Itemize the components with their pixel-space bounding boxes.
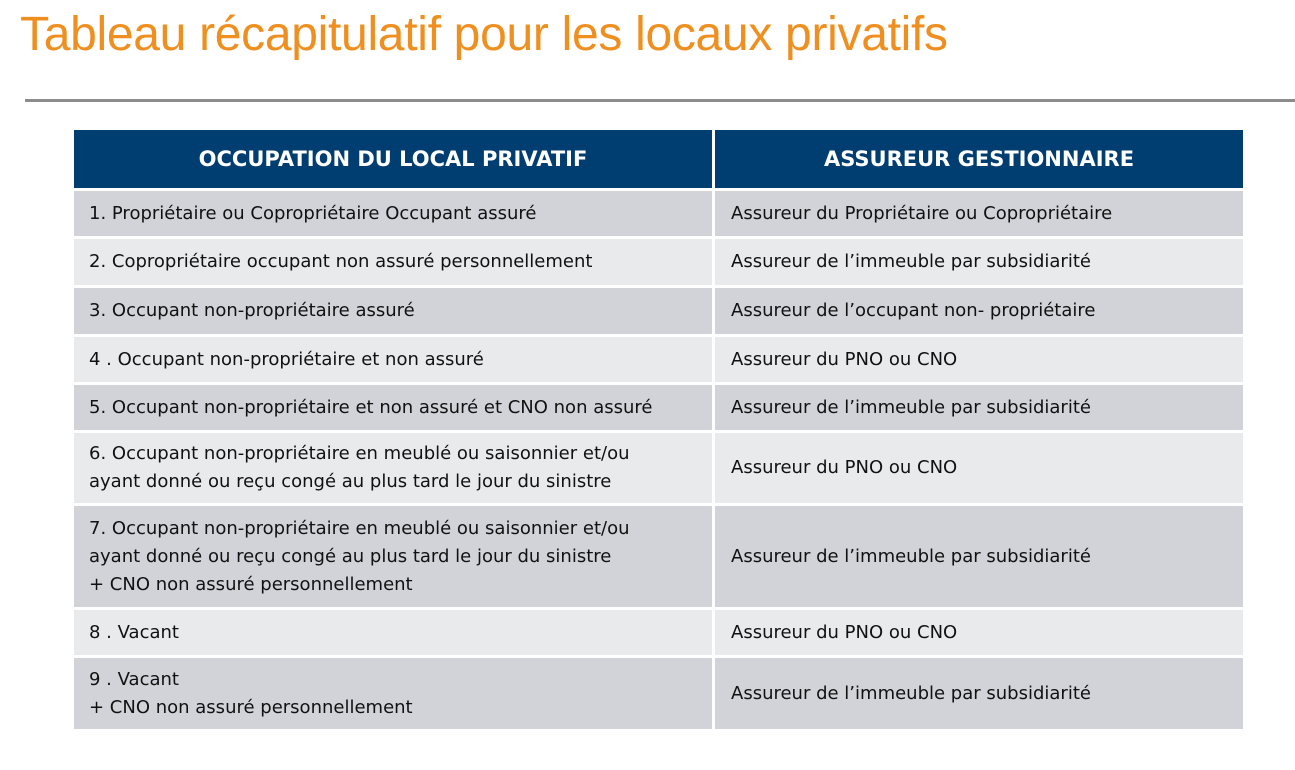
table-row (74, 385, 1243, 430)
summary-table (74, 130, 1243, 732)
occupation-cell (74, 191, 712, 236)
occupation-text: 1. Propriétaire ou Copropriétaire Occupant assuré (89, 202, 537, 224)
table-row (74, 610, 1243, 655)
assureur-text: Assureur du Propriétaire ou Copropriétaire (731, 202, 1113, 224)
assureur-cell (715, 337, 1243, 382)
assureur-text: Assureur du PNO ou CNO (731, 621, 958, 643)
table-row (74, 433, 1243, 503)
occupation-text: 7. Occupant non-propriétaire en meublé ou saisonnier et/ou ayant donné ou reçu congé au plus tard le jour du sinistre + CNO non assuré personnellement (89, 517, 630, 595)
table-row (74, 658, 1243, 729)
occupation-cell (74, 433, 712, 503)
assureur-cell (715, 658, 1243, 729)
occupation-text: 9 . Vacant + CNO non assuré personnellement (89, 668, 413, 718)
occupation-text: 6. Occupant non-propriétaire en meublé ou saisonnier et/ou ayant donné ou reçu congé au plus tard le jour du sinistre (89, 443, 630, 492)
page-title: Tableau récapitulatif pour les locaux privatifs (20, 8, 948, 61)
assureur-cell (715, 506, 1243, 607)
column-header-assureur: ASSUREUR GESTIONNAIRE (715, 130, 1243, 188)
assureur-cell (715, 433, 1243, 503)
assureur-cell (715, 191, 1243, 236)
occupation-cell (74, 239, 712, 285)
occupation-text: 3. Occupant non-propriétaire assuré (89, 300, 415, 321)
assureur-cell (715, 239, 1243, 285)
occupation-cell (74, 385, 712, 430)
occupation-text: 4 . Occupant non-propriétaire et non assuré (89, 348, 484, 370)
occupation-cell (74, 288, 712, 334)
occupation-cell (74, 658, 712, 729)
assureur-text: Assureur de l’immeuble par subsidiarité (731, 682, 1091, 704)
assureur-text: Assureur de l’immeuble par subsidiarité (731, 251, 1091, 272)
assureur-cell (715, 610, 1243, 655)
table-row (74, 506, 1243, 607)
occupation-cell (74, 506, 712, 607)
table-row (74, 288, 1243, 334)
assureur-text: Assureur de l’occupant non- propriétaire (731, 300, 1096, 321)
assureur-text: Assureur de l’immeuble par subsidiarité (731, 545, 1091, 567)
occupation-cell (74, 610, 712, 655)
table-row (74, 337, 1243, 382)
table-row (74, 239, 1243, 285)
assureur-text: Assureur du PNO ou CNO (731, 457, 958, 478)
assureur-cell (715, 288, 1243, 334)
occupation-text: 2. Copropriétaire occupant non assuré personnellement (89, 251, 593, 272)
occupation-cell (74, 337, 712, 382)
assureur-cell (715, 385, 1243, 430)
title-divider (25, 99, 1295, 102)
table-row (74, 191, 1243, 236)
occupation-text: 8 . Vacant (89, 621, 179, 643)
occupation-text: 5. Occupant non-propriétaire et non assuré et CNO non assuré (89, 396, 653, 418)
assureur-text: Assureur du PNO ou CNO (731, 348, 958, 370)
column-header-occupation: OCCUPATION DU LOCAL PRIVATIF (74, 130, 712, 188)
assureur-text: Assureur de l’immeuble par subsidiarité (731, 396, 1091, 418)
table-header-row (74, 130, 1243, 188)
